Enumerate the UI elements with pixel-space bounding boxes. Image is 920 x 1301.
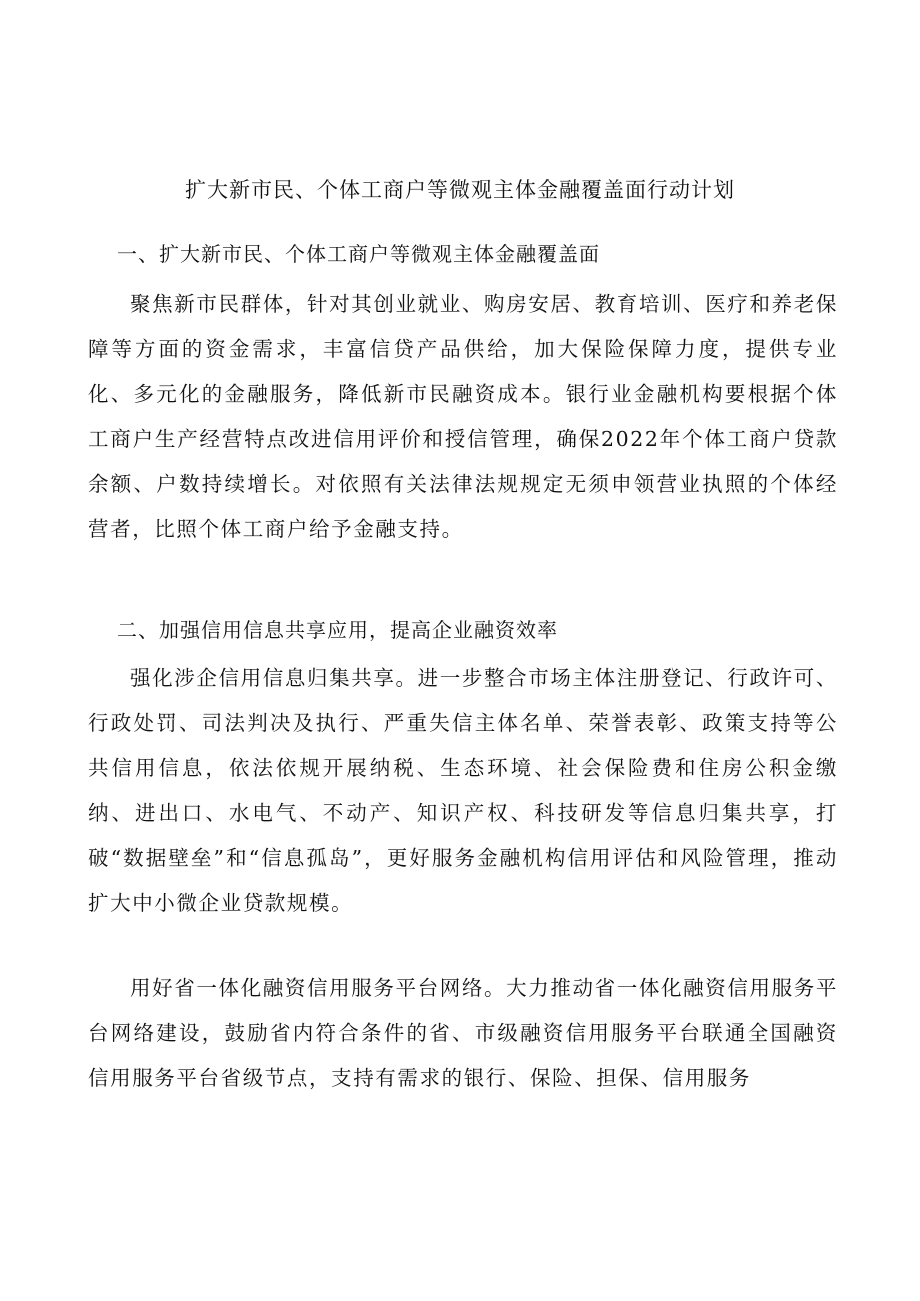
paragraph-credit-service-platform: 用好省一体化融资信用服务平台网络。大力推动省一体化融资信用服务平台网络建设，鼓励省内符合条件的省、市级融资信用服务平台联通全国融资信用服务平台省级节点，支持有需求的银行、保险、担保、信用服务 (88, 976, 838, 1090)
paragraph-new-citizens-support: 聚焦新市民群体，针对其创业就业、购房安居、教育培训、医疗和养老保障等方面的资金需求，丰富信贷产品供给，加大保险保障力度，提供专业化、多元化的金融服务，降低新市民融资成本。银行业金融机构要根据个体工商户生产经营特点改进信用评价和授信管理，确保2022年个体工商户贷款余额、户数持续增长。对依照有关法律法规规定无须申领营业执照的个体经营者，比照个体工商户给予金融支持。 (88, 292, 838, 541)
paragraph-credit-info-sharing: 强化涉企信用信息归集共享。进一步整合市场主体注册登记、行政许可、行政处罚、司法判决及执行、严重失信主体名单、荣誉表彰、政策支持等公共信用信息，依法依规开展纳税、生态环境、社会保险费和住房公积金缴纳、进出口、水电气、不动产、知识产权、科技研发等信息归集共享，打破“数据壁垒”和“信息孤岛”，更好服务金融机构信用评估和风险管理，推动扩大中小微企业贷款规模。 (88, 666, 838, 915)
section-heading-2: 二、加强信用信息共享应用，提高企业融资效率 (117, 618, 558, 642)
document-title: 扩大新市民、个体工商户等微观主体金融覆盖面行动计划 (185, 178, 735, 202)
section-heading-1: 一、扩大新市民、个体工商户等微观主体金融覆盖面 (117, 242, 600, 266)
